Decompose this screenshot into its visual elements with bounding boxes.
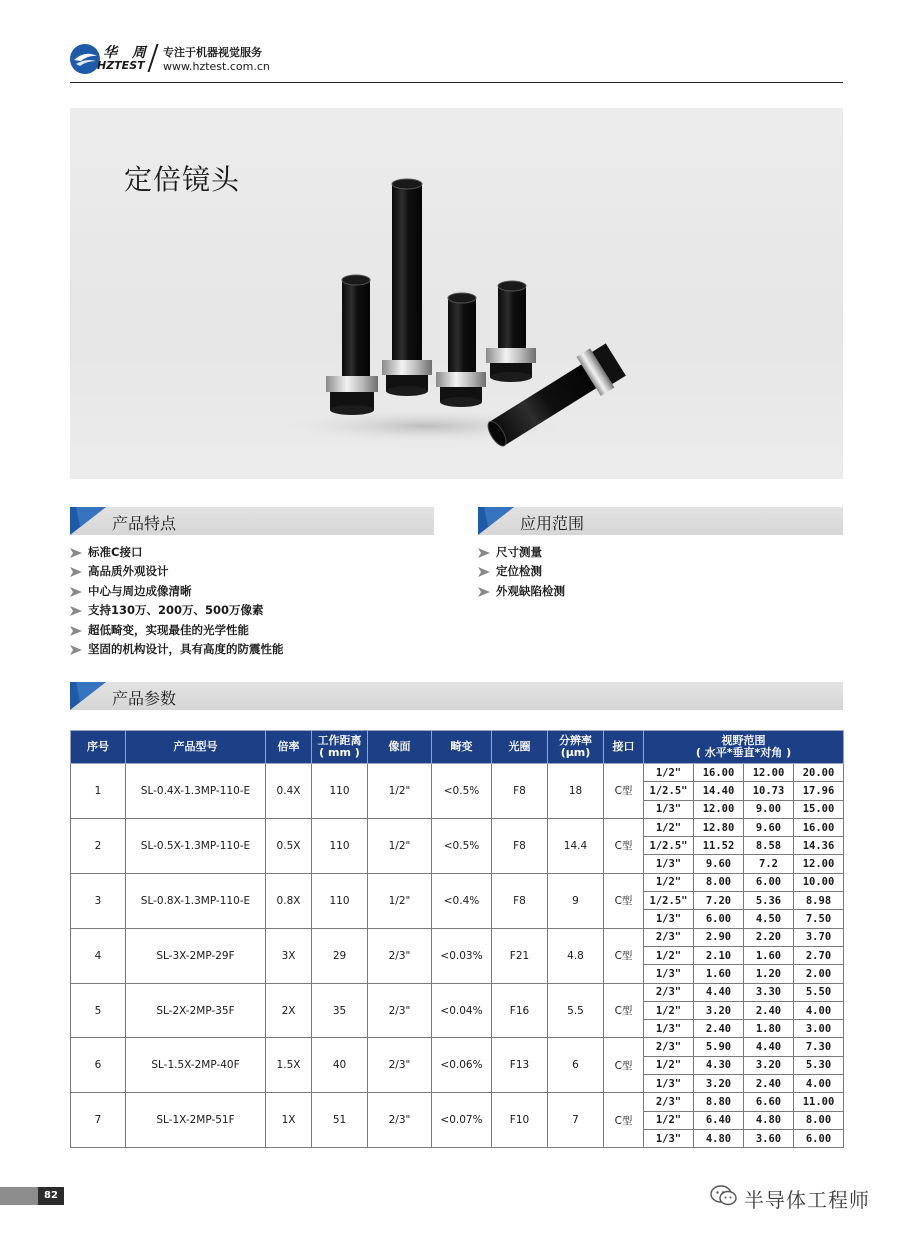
cell-fov-value: 3.20 xyxy=(694,1075,744,1093)
cell-mount: C型 xyxy=(604,764,644,819)
cell-image-plane: 1/2" xyxy=(368,873,432,928)
wechat-icon xyxy=(710,1185,738,1207)
list-item xyxy=(70,543,284,562)
cell-fov-value: 12.00 xyxy=(694,800,744,818)
cell-fov-value: 2.40 xyxy=(744,1075,794,1093)
cell-fov-sensor: 1/2.5" xyxy=(644,892,694,910)
cell-magnification: 2X xyxy=(266,983,312,1038)
cell-fov-value: 15.00 xyxy=(794,800,844,818)
cell-fov-sensor: 1/2" xyxy=(644,764,694,782)
lens-product-image xyxy=(70,108,843,479)
cell-fov-sensor: 1/2.5" xyxy=(644,837,694,855)
cell-fov-sensor: 1/3" xyxy=(644,800,694,818)
list-item xyxy=(478,562,565,581)
cell-aperture: F13 xyxy=(492,1038,548,1093)
cell-magnification: 1.5X xyxy=(266,1038,312,1093)
cell-image-plane: 1/2" xyxy=(368,818,432,873)
feature-text: 坚固的机构设计，具有高度的防震性能 xyxy=(88,641,284,656)
col-header-image-plane: 像面 xyxy=(368,731,432,764)
cell-fov-sensor: 1/3" xyxy=(644,910,694,928)
cell-fov-value: 1.60 xyxy=(744,946,794,964)
table-row xyxy=(71,873,844,891)
application-text: 尺寸测量 xyxy=(496,545,542,559)
cell-fov-sensor: 1/2" xyxy=(644,1056,694,1074)
cell-fov-value: 8.98 xyxy=(794,892,844,910)
hero-banner xyxy=(70,108,843,479)
list-item xyxy=(70,582,284,601)
cell-index: 7 xyxy=(71,1093,126,1148)
cell-magnification: 1X xyxy=(266,1093,312,1148)
list-item xyxy=(70,640,284,659)
col-header-aperture: 光圈 xyxy=(492,731,548,764)
feature-text: 中心与周边成像清晰 xyxy=(88,583,192,598)
table-row xyxy=(71,818,844,836)
cell-fov-value: 6.00 xyxy=(744,873,794,891)
cell-fov-value: 5.36 xyxy=(744,892,794,910)
cell-fov-value: 16.00 xyxy=(794,818,844,836)
cell-distortion: <0.5% xyxy=(432,818,492,873)
cell-mount: C型 xyxy=(604,1093,644,1148)
bullet-arrow-icon xyxy=(70,587,82,597)
features-list xyxy=(70,543,284,659)
cell-fov-value: 12.80 xyxy=(694,818,744,836)
cell-fov-value: 10.00 xyxy=(794,873,844,891)
params-section-header xyxy=(70,682,843,710)
cell-working-distance: 35 xyxy=(312,983,368,1038)
applications-title: 应用范围 xyxy=(520,514,585,533)
cell-fov-value: 3.30 xyxy=(744,983,794,1001)
feature-text: 支持130万、200万、500万像素 xyxy=(88,603,264,618)
cell-fov-value: 8.00 xyxy=(794,1111,844,1129)
section-triangle-icon xyxy=(478,507,514,535)
cell-image-plane: 2/3" xyxy=(368,928,432,983)
table-row xyxy=(71,1093,844,1111)
cell-fov-value: 2.40 xyxy=(744,1001,794,1019)
cell-fov-value: 4.00 xyxy=(794,1001,844,1019)
bullet-arrow-icon xyxy=(70,606,82,616)
cell-fov-value: 1.80 xyxy=(744,1020,794,1038)
cell-fov-value: 5.30 xyxy=(794,1056,844,1074)
cell-magnification: 0.5X xyxy=(266,818,312,873)
list-item xyxy=(70,621,284,640)
bullet-arrow-icon xyxy=(478,548,490,558)
cell-resolution: 4.8 xyxy=(548,928,604,983)
cell-mount: C型 xyxy=(604,873,644,928)
website-link[interactable]: www.hztest.com.cn xyxy=(163,60,270,73)
cell-fov-sensor: 1/3" xyxy=(644,855,694,873)
cell-fov-sensor: 1/3" xyxy=(644,965,694,983)
cell-fov-value: 6.60 xyxy=(744,1093,794,1111)
cell-aperture: F8 xyxy=(492,818,548,873)
cell-fov-value: 2.00 xyxy=(794,965,844,983)
section-triangle-icon xyxy=(70,682,106,710)
cell-fov-value: 8.80 xyxy=(694,1093,744,1111)
cell-fov-value: 8.00 xyxy=(694,873,744,891)
cell-resolution: 9 xyxy=(548,873,604,928)
cell-distortion: <0.5% xyxy=(432,764,492,819)
cell-model: SL-3X-2MP-29F xyxy=(126,928,266,983)
cell-fov-value: 3.20 xyxy=(694,1001,744,1019)
table-row xyxy=(71,764,844,782)
col-header-magnification: 倍率 xyxy=(266,731,312,764)
cell-fov-value: 7.20 xyxy=(694,892,744,910)
cell-index: 3 xyxy=(71,873,126,928)
cell-fov-value: 11.52 xyxy=(694,837,744,855)
cell-mount: C型 xyxy=(604,983,644,1038)
bullet-arrow-icon xyxy=(70,567,82,577)
cell-model: SL-0.5X-1.3MP-110-E xyxy=(126,818,266,873)
cell-index: 5 xyxy=(71,983,126,1038)
spec-table xyxy=(70,730,844,1148)
col-header-working-distance: 工作距离 ( mm ) xyxy=(312,731,368,764)
cell-fov-value: 6.00 xyxy=(794,1129,844,1147)
cell-aperture: F8 xyxy=(492,764,548,819)
cell-working-distance: 110 xyxy=(312,873,368,928)
cell-fov-value: 9.00 xyxy=(744,800,794,818)
cell-fov-sensor: 2/3" xyxy=(644,983,694,1001)
cell-fov-value: 1.60 xyxy=(694,965,744,983)
cell-distortion: <0.07% xyxy=(432,1093,492,1148)
cell-image-plane: 2/3" xyxy=(368,1093,432,1148)
cell-fov-value: 4.00 xyxy=(794,1075,844,1093)
cell-fov-value: 4.50 xyxy=(744,910,794,928)
cell-mount: C型 xyxy=(604,1038,644,1093)
col-header-resolution: 分辨率 (μm) xyxy=(548,731,604,764)
cell-fov-value: 3.20 xyxy=(744,1056,794,1074)
brand-name-en: HZTEST xyxy=(97,59,145,72)
cell-fov-sensor: 1/2" xyxy=(644,946,694,964)
cell-mount: C型 xyxy=(604,928,644,983)
list-item xyxy=(70,601,284,620)
applications-list xyxy=(478,543,565,601)
cell-resolution: 7 xyxy=(548,1093,604,1148)
cell-resolution: 18 xyxy=(548,764,604,819)
cell-fov-sensor: 2/3" xyxy=(644,928,694,946)
cell-working-distance: 40 xyxy=(312,1038,368,1093)
cell-fov-value: 5.90 xyxy=(694,1038,744,1056)
cell-working-distance: 51 xyxy=(312,1093,368,1148)
cell-fov-value: 11.00 xyxy=(794,1093,844,1111)
application-text: 外观缺陷检测 xyxy=(496,583,565,598)
cell-fov-sensor: 1/2" xyxy=(644,873,694,891)
cell-fov-value: 6.40 xyxy=(694,1111,744,1129)
cell-image-plane: 2/3" xyxy=(368,983,432,1038)
cell-index: 4 xyxy=(71,928,126,983)
applications-section-header xyxy=(478,507,843,535)
cell-fov-sensor: 2/3" xyxy=(644,1038,694,1056)
table-row xyxy=(71,983,844,1001)
cell-fov-value: 2.40 xyxy=(694,1020,744,1038)
cell-fov-value: 2.20 xyxy=(744,928,794,946)
col-header-model: 产品型号 xyxy=(126,731,266,764)
cell-fov-sensor: 1/2" xyxy=(644,1111,694,1129)
page-number: 82 xyxy=(38,1187,64,1205)
bullet-arrow-icon xyxy=(70,626,82,636)
bullet-arrow-icon xyxy=(70,548,82,558)
cell-aperture: F21 xyxy=(492,928,548,983)
watermark-text: 半导体工程师 xyxy=(744,1188,870,1212)
cell-model: SL-1X-2MP-51F xyxy=(126,1093,266,1148)
cell-fov-value: 14.40 xyxy=(694,782,744,800)
cell-fov-value: 17.96 xyxy=(794,782,844,800)
cell-fov-value: 12.00 xyxy=(794,855,844,873)
features-section-header xyxy=(70,507,434,535)
tagline: 专注于机器视觉服务 xyxy=(163,46,262,59)
list-item xyxy=(70,562,284,581)
cell-aperture: F10 xyxy=(492,1093,548,1148)
cell-magnification: 3X xyxy=(266,928,312,983)
cell-fov-value: 2.70 xyxy=(794,946,844,964)
cell-fov-sensor: 1/2.5" xyxy=(644,782,694,800)
cell-index: 6 xyxy=(71,1038,126,1093)
features-title: 产品特点 xyxy=(112,514,177,533)
cell-fov-sensor: 2/3" xyxy=(644,1093,694,1111)
cell-mount: C型 xyxy=(604,818,644,873)
cell-fov-value: 6.00 xyxy=(694,910,744,928)
cell-fov-sensor: 1/3" xyxy=(644,1129,694,1147)
list-item xyxy=(478,543,565,562)
cell-working-distance: 110 xyxy=(312,764,368,819)
cell-fov-sensor: 1/2" xyxy=(644,818,694,836)
cell-working-distance: 110 xyxy=(312,818,368,873)
cell-fov-value: 4.40 xyxy=(744,1038,794,1056)
cell-distortion: <0.4% xyxy=(432,873,492,928)
cell-working-distance: 29 xyxy=(312,928,368,983)
header-rule xyxy=(70,82,843,83)
brand-name-cn: 华 周 xyxy=(103,45,151,61)
col-header-distortion: 畸变 xyxy=(432,731,492,764)
cell-image-plane: 2/3" xyxy=(368,1038,432,1093)
cell-fov-value: 16.00 xyxy=(694,764,744,782)
cell-fov-sensor: 1/3" xyxy=(644,1075,694,1093)
cell-fov-value: 7.50 xyxy=(794,910,844,928)
cell-distortion: <0.03% xyxy=(432,928,492,983)
col-header-index: 序号 xyxy=(71,731,126,764)
cell-fov-value: 5.50 xyxy=(794,983,844,1001)
cell-fov-value: 7.2 xyxy=(744,855,794,873)
cell-fov-value: 8.58 xyxy=(744,837,794,855)
cell-fov-value: 9.60 xyxy=(744,818,794,836)
list-item xyxy=(478,582,565,601)
cell-fov-value: 2.10 xyxy=(694,946,744,964)
cell-index: 1 xyxy=(71,764,126,819)
cell-fov-value: 1.20 xyxy=(744,965,794,983)
cell-resolution: 14.4 xyxy=(548,818,604,873)
section-triangle-icon xyxy=(70,507,106,535)
bullet-arrow-icon xyxy=(478,567,490,577)
cell-fov-value: 7.30 xyxy=(794,1038,844,1056)
cell-fov-value: 4.40 xyxy=(694,983,744,1001)
cell-model: SL-1.5X-2MP-40F xyxy=(126,1038,266,1093)
feature-text: 标准C接口 xyxy=(88,545,143,559)
cell-fov-value: 3.70 xyxy=(794,928,844,946)
cell-model: SL-0.4X-1.3MP-110-E xyxy=(126,764,266,819)
table-header-row xyxy=(71,731,844,764)
cell-magnification: 0.4X xyxy=(266,764,312,819)
bullet-arrow-icon xyxy=(70,645,82,655)
bullet-arrow-icon xyxy=(478,587,490,597)
cell-fov-value: 4.30 xyxy=(694,1056,744,1074)
cell-fov-value: 12.00 xyxy=(744,764,794,782)
cell-fov-value: 14.36 xyxy=(794,837,844,855)
cell-distortion: <0.04% xyxy=(432,983,492,1038)
cell-distortion: <0.06% xyxy=(432,1038,492,1093)
cell-fov-value: 4.80 xyxy=(694,1129,744,1147)
col-header-mount: 接口 xyxy=(604,731,644,764)
cell-resolution: 6 xyxy=(548,1038,604,1093)
feature-text: 高品质外观设计 xyxy=(88,564,169,579)
cell-aperture: F16 xyxy=(492,983,548,1038)
cell-resolution: 5.5 xyxy=(548,983,604,1038)
page-title: 定倍镜头 xyxy=(124,163,241,196)
cell-model: SL-0.8X-1.3MP-110-E xyxy=(126,873,266,928)
cell-image-plane: 1/2" xyxy=(368,764,432,819)
spec-table-body xyxy=(71,764,844,1148)
table-row xyxy=(71,928,844,946)
cell-fov-value: 2.90 xyxy=(694,928,744,946)
cell-fov-value: 3.60 xyxy=(744,1129,794,1147)
cell-fov-sensor: 1/2" xyxy=(644,1001,694,1019)
application-text: 定位检测 xyxy=(496,564,542,579)
params-title: 产品参数 xyxy=(112,689,177,708)
cell-fov-value: 20.00 xyxy=(794,764,844,782)
cell-model: SL-2X-2MP-35F xyxy=(126,983,266,1038)
cell-fov-value: 3.00 xyxy=(794,1020,844,1038)
cell-fov-sensor: 1/3" xyxy=(644,1020,694,1038)
col-header-fov: 视野范围 ( 水平*垂直*对角 ) xyxy=(644,731,844,764)
cell-fov-value: 4.80 xyxy=(744,1111,794,1129)
cell-fov-value: 9.60 xyxy=(694,855,744,873)
table-row xyxy=(71,1038,844,1056)
cell-fov-value: 10.73 xyxy=(744,782,794,800)
cell-index: 2 xyxy=(71,818,126,873)
cell-aperture: F8 xyxy=(492,873,548,928)
cell-magnification: 0.8X xyxy=(266,873,312,928)
feature-text: 超低畸变，实现最佳的光学性能 xyxy=(88,622,249,637)
